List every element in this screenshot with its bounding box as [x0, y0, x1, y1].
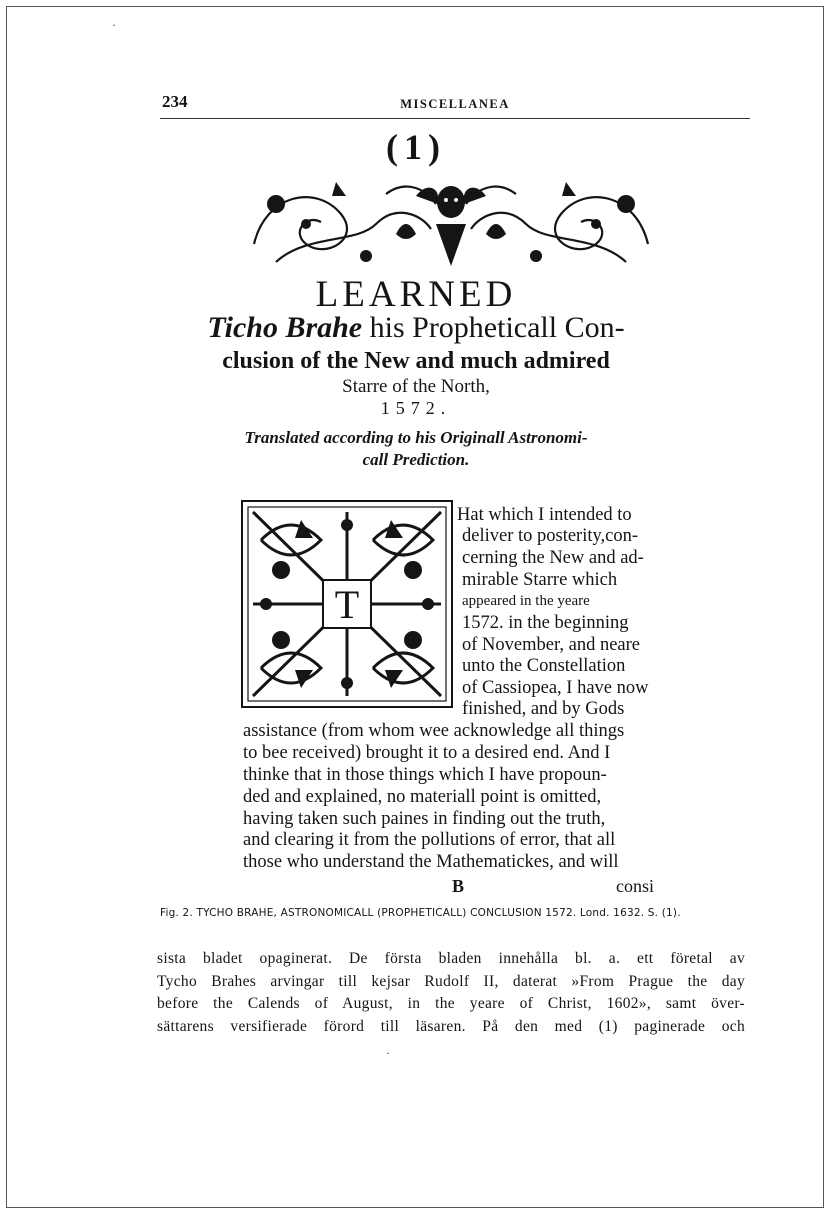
body-line: assistance (from whom wee acknowledge all things: [243, 721, 625, 741]
decorated-initial: [241, 500, 453, 708]
paragraph-line: before the Calends of August, in the yeare of Christ, 1602», samt över-: [157, 995, 745, 1013]
body-line: appeared in the yeare: [462, 593, 590, 609]
page-number: 234: [162, 92, 188, 111]
drop-cap-letter: T: [334, 582, 360, 627]
body-line: deliver to posterity,con-: [462, 526, 639, 546]
paragraph-line: sättarens versifierade förord till läsaren. På den med (1) paginerade och: [157, 1017, 745, 1035]
body-line: of Cassiopea, I have now: [462, 678, 649, 698]
corner-mark: ·: [112, 18, 116, 32]
body-line: Hat which I intended to: [457, 505, 632, 525]
body-line: having taken such paines in finding out the truth,: [243, 809, 606, 829]
translated-line-2: call Prediction.: [362, 450, 470, 469]
title-line-2: [0, 311, 832, 345]
title-line-3: clusion of the New and much admired: [222, 348, 610, 374]
title-learned: LEARNED: [315, 274, 517, 315]
body-line: unto the Constellation: [462, 656, 626, 676]
paragraph-line: Tycho Brahes arvingar till kejsar Rudolf II, daterat »From Prague the day: [157, 972, 745, 990]
swedish-paragraph: [157, 948, 745, 1038]
body-line: ded and explained, no materiall point is omitted,: [243, 787, 602, 807]
plate-folio: (1): [386, 127, 446, 167]
title-year: 1572.: [380, 398, 452, 418]
translated-line-1: Translated according to his Originall Astronomi-: [244, 428, 588, 447]
body-line: those who understand the Mathematickes, and will: [243, 852, 619, 872]
body-line: finished, and by Gods: [462, 699, 625, 719]
stray-mark: ·: [386, 1046, 390, 1060]
body-line: to bee received) brought it to a desired end. And I: [243, 743, 611, 763]
catchword: consi: [616, 876, 654, 896]
body-line: thinke that in those things which I have propoun-: [243, 765, 607, 785]
figure-caption: Fig. 2. TYCHO BRAHE, ASTRONOMICALL (PROPHETICALL) CONCLUSION 1572. Lond. 1632. S. (1).: [160, 907, 681, 919]
paragraph-line: sista bladet opaginerat. De första bladen innehålla bl. a. ett företal av: [157, 950, 745, 967]
page-header: [160, 92, 750, 119]
body-line: 1572. in the beginning: [462, 613, 629, 633]
body-line: cerning the New and ad-: [462, 548, 644, 568]
signature-mark: B: [452, 876, 465, 896]
running-head: MISCELLANEA: [400, 97, 510, 111]
body-line: of November, and neare: [462, 635, 641, 655]
title-line-4: Starre of the North,: [342, 376, 490, 397]
body-line: mirable Starre which: [462, 570, 618, 590]
ornamental-headpiece: [246, 174, 656, 270]
title-tycho-brahe: Ticho Brahe: [207, 311, 363, 344]
title-line-2-rest: his Propheticall Con-: [362, 311, 625, 344]
body-line: and clearing it from the pollutions of error, that all: [243, 830, 616, 850]
